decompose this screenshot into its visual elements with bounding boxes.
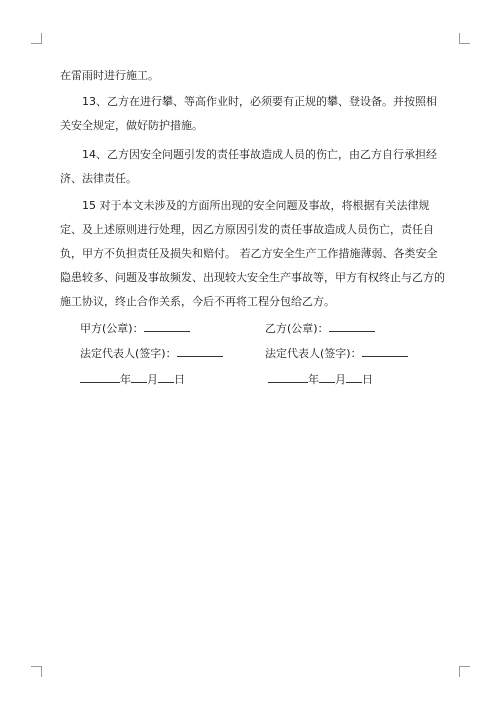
date-a-month-label: 月 bbox=[147, 373, 158, 386]
date-b-day-blank[interactable] bbox=[346, 372, 362, 383]
party-a-seal-label: 甲方(公章)： bbox=[80, 322, 144, 335]
date-b-month-blank[interactable] bbox=[319, 372, 335, 383]
date-a-day-blank[interactable] bbox=[158, 372, 174, 383]
date-b-field bbox=[268, 372, 373, 388]
clause-14: 14、乙方因安全问题引发的责任事故造成人员的伤亡，由乙方自行承担经济、法律责任。 bbox=[60, 148, 437, 185]
date-a-year-label: 年 bbox=[120, 373, 131, 386]
date-a-month-blank[interactable] bbox=[131, 372, 147, 383]
paragraph-continuation: 在雷雨时进行施工。 bbox=[60, 69, 159, 82]
clause-13: 13、乙方在进行攀、等高作业时，必须要有正规的攀、登设备。并按照相关安全规定，做好防护措施。 bbox=[60, 95, 437, 132]
legal-rep-a-field bbox=[80, 346, 223, 362]
legal-rep-b-blank[interactable] bbox=[362, 346, 408, 357]
party-b-seal-label: 乙方(公章)： bbox=[265, 322, 329, 335]
date-a-field bbox=[80, 372, 185, 388]
date-a-year-blank[interactable] bbox=[80, 372, 120, 383]
date-b-day-label: 日 bbox=[362, 373, 373, 386]
legal-rep-b-label: 法定代表人(签字)： bbox=[265, 347, 362, 360]
party-a-seal-field bbox=[80, 321, 190, 337]
crop-mark-top-right bbox=[459, 33, 470, 44]
date-b-year-blank[interactable] bbox=[268, 372, 308, 383]
party-b-seal-field bbox=[265, 321, 375, 337]
legal-rep-b-field bbox=[265, 346, 408, 362]
date-a-day-label: 日 bbox=[174, 373, 185, 386]
date-b-year-label: 年 bbox=[308, 373, 319, 386]
party-a-seal-blank[interactable] bbox=[144, 321, 190, 332]
clause-15: 15 对于本文未涉及的方面所出现的安全问题及事故，将根据有关法律规定、及上述原则进行处理，因乙方原因引发的责任事故造成人员伤亡，责任自负，甲方不负担责任及损失和赔付。 若乙方安全生产工作措施薄弱、各类安全隐患较多、问题及事故频发、出现较大安全生产事故等，甲方有权终止与乙方的施工协议，终止合作关系，今后不再将工程分包给乙方。 bbox=[60, 199, 445, 308]
crop-mark-top-left bbox=[31, 33, 42, 44]
legal-rep-a-blank[interactable] bbox=[177, 346, 223, 357]
date-b-month-label: 月 bbox=[335, 373, 346, 386]
crop-mark-bottom-right bbox=[459, 666, 470, 677]
crop-mark-bottom-left bbox=[31, 666, 42, 677]
party-b-seal-blank[interactable] bbox=[329, 321, 375, 332]
legal-rep-a-label: 法定代表人(签字)： bbox=[80, 347, 177, 360]
